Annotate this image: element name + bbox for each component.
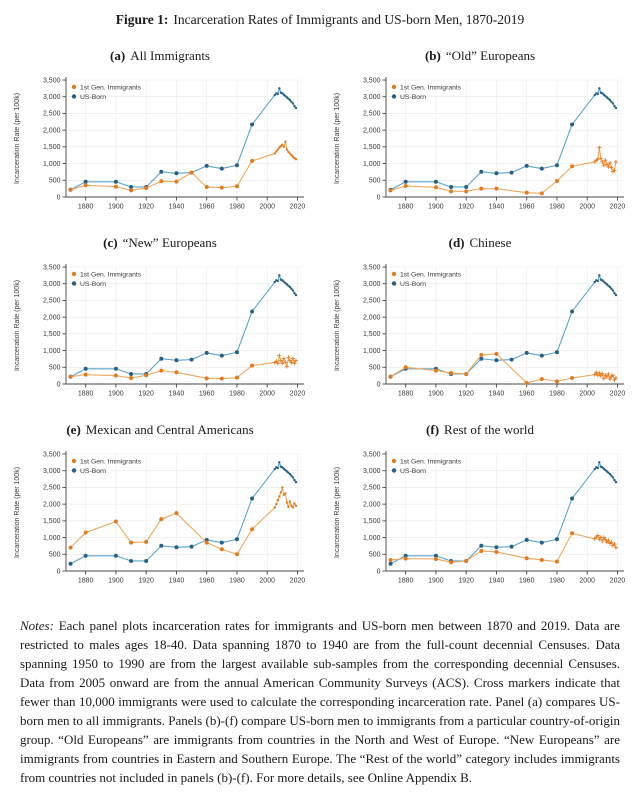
svg-text:Incarceration Rate (per 100k): Incarceration Rate (per 100k) (334, 279, 341, 372)
svg-text:1,000: 1,000 (362, 160, 381, 168)
svg-text:1st Gen. Immigrants: 1st Gen. Immigrants (80, 458, 142, 466)
chart-panel-c (9, 258, 311, 410)
svg-text:1st Gen. Immigrants: 1st Gen. Immigrants (80, 271, 142, 279)
svg-text:US-Born: US-Born (80, 467, 107, 475)
svg-text:2000: 2000 (259, 390, 275, 398)
panel-b-caption (425, 48, 535, 64)
svg-text:2020: 2020 (609, 203, 626, 211)
svg-text:3,000: 3,000 (362, 94, 381, 102)
svg-text:1920: 1920 (458, 390, 474, 398)
chart-panel-e (9, 445, 311, 597)
panel-b (324, 42, 636, 223)
svg-text:3,000: 3,000 (362, 468, 381, 476)
svg-text:2,000: 2,000 (362, 501, 381, 509)
svg-text:0: 0 (376, 194, 381, 202)
svg-text:1920: 1920 (138, 577, 154, 585)
svg-text:1880: 1880 (397, 577, 414, 585)
panel-d-caption-label: (d) (448, 235, 465, 250)
svg-text:US-Born: US-Born (80, 93, 107, 101)
svg-text:500: 500 (368, 551, 381, 559)
panel-a (4, 42, 316, 223)
svg-text:1880: 1880 (77, 577, 94, 585)
svg-text:3,500: 3,500 (362, 451, 381, 459)
svg-text:1940: 1940 (168, 203, 185, 211)
svg-text:2,500: 2,500 (362, 484, 381, 492)
chart-panel-a (9, 71, 311, 223)
svg-text:2000: 2000 (579, 577, 595, 585)
chart-panel-f (329, 445, 631, 597)
svg-text:1st Gen. Immigrants: 1st Gen. Immigrants (400, 271, 462, 279)
svg-text:1,500: 1,500 (42, 331, 61, 339)
svg-text:3,500: 3,500 (42, 264, 61, 272)
svg-text:1920: 1920 (138, 390, 154, 398)
panel-f-caption-label: (f) (426, 422, 440, 437)
figure-panel-grid (0, 42, 640, 597)
svg-text:500: 500 (368, 364, 381, 372)
svg-text:2,000: 2,000 (42, 127, 61, 135)
svg-text:US-Born: US-Born (400, 467, 427, 475)
svg-text:1st Gen. Immigrants: 1st Gen. Immigrants (400, 84, 462, 92)
svg-text:1980: 1980 (549, 577, 565, 585)
svg-text:500: 500 (48, 364, 61, 372)
panel-c-caption-title: “New” Europeans (122, 235, 217, 250)
chart-panel-d (329, 258, 631, 410)
panel-b-caption-label: (b) (424, 48, 441, 63)
svg-text:0: 0 (376, 568, 381, 576)
svg-text:3,500: 3,500 (362, 77, 381, 85)
svg-text:1900: 1900 (108, 577, 124, 585)
svg-text:1880: 1880 (397, 390, 414, 398)
svg-text:1,500: 1,500 (362, 331, 381, 339)
figure-notes-label: Notes: (20, 618, 54, 633)
svg-text:1900: 1900 (108, 203, 124, 211)
svg-text:US-Born: US-Born (400, 280, 427, 288)
svg-text:1980: 1980 (549, 390, 565, 398)
panel-d-caption-title: Chinese (469, 235, 512, 250)
svg-text:2,000: 2,000 (42, 314, 61, 322)
panel-a-caption (110, 48, 210, 64)
svg-text:0: 0 (56, 194, 61, 202)
svg-text:1960: 1960 (518, 577, 535, 585)
figure-title-text: Incarceration Rates of Immigrants and US-born Men, 1870-2019 (173, 12, 525, 27)
figure-notes (20, 617, 620, 788)
svg-text:2020: 2020 (609, 390, 626, 398)
svg-text:1,500: 1,500 (42, 144, 61, 152)
panel-e-caption-title: Mexican and Central Americans (85, 422, 254, 437)
panel-e (4, 416, 316, 597)
svg-text:2020: 2020 (289, 390, 306, 398)
svg-text:1960: 1960 (518, 390, 535, 398)
svg-text:2000: 2000 (579, 203, 595, 211)
svg-text:1880: 1880 (397, 203, 414, 211)
svg-text:0: 0 (56, 381, 61, 389)
svg-text:Incarceration Rate (per 100k): Incarceration Rate (per 100k) (14, 279, 21, 372)
panel-f-caption (426, 422, 534, 438)
svg-text:1,500: 1,500 (42, 518, 61, 526)
svg-text:1940: 1940 (488, 577, 505, 585)
svg-text:1920: 1920 (458, 577, 474, 585)
svg-text:1900: 1900 (428, 390, 444, 398)
figure-title-label: Figure 1: (115, 12, 169, 27)
panel-b-caption-title: “Old” Europeans (445, 48, 536, 63)
figure-title (0, 12, 640, 28)
panel-d-caption (449, 235, 512, 251)
svg-text:3,000: 3,000 (42, 468, 61, 476)
svg-text:2020: 2020 (609, 577, 626, 585)
svg-text:1980: 1980 (229, 203, 245, 211)
svg-text:3,000: 3,000 (362, 281, 381, 289)
svg-text:2020: 2020 (289, 203, 306, 211)
svg-text:500: 500 (48, 551, 61, 559)
svg-text:1,000: 1,000 (42, 160, 61, 168)
svg-text:1900: 1900 (108, 390, 124, 398)
chart-panel-b (329, 71, 631, 223)
svg-text:1960: 1960 (198, 203, 215, 211)
panel-c-caption-label: (c) (103, 235, 118, 250)
svg-text:3,000: 3,000 (42, 281, 61, 289)
svg-text:1920: 1920 (458, 203, 474, 211)
svg-text:2000: 2000 (259, 577, 275, 585)
svg-text:1940: 1940 (168, 390, 185, 398)
svg-text:2,500: 2,500 (42, 484, 61, 492)
panel-c (4, 229, 316, 410)
svg-text:2020: 2020 (289, 577, 306, 585)
svg-text:2,500: 2,500 (362, 110, 381, 118)
svg-text:1980: 1980 (549, 203, 565, 211)
svg-text:0: 0 (376, 381, 381, 389)
svg-text:500: 500 (48, 177, 61, 185)
svg-text:1,000: 1,000 (362, 347, 381, 355)
svg-text:1,000: 1,000 (42, 347, 61, 355)
svg-text:2,500: 2,500 (42, 110, 61, 118)
svg-text:Incarceration Rate (per 100k): Incarceration Rate (per 100k) (14, 92, 21, 185)
svg-text:1880: 1880 (77, 203, 94, 211)
svg-text:Incarceration Rate (per 100k): Incarceration Rate (per 100k) (14, 466, 21, 559)
svg-text:Incarceration Rate (per 100k): Incarceration Rate (per 100k) (334, 466, 341, 559)
svg-text:2,500: 2,500 (42, 297, 61, 305)
svg-text:2000: 2000 (579, 390, 595, 398)
svg-text:1940: 1940 (168, 577, 185, 585)
svg-text:1880: 1880 (77, 390, 94, 398)
svg-text:0: 0 (56, 568, 61, 576)
svg-text:2,000: 2,000 (362, 127, 381, 135)
svg-text:1st Gen. Immigrants: 1st Gen. Immigrants (80, 84, 142, 92)
svg-text:1920: 1920 (138, 203, 154, 211)
svg-text:2,000: 2,000 (362, 314, 381, 322)
svg-text:1,500: 1,500 (362, 518, 381, 526)
panel-f (324, 416, 636, 597)
svg-text:2000: 2000 (259, 203, 275, 211)
svg-text:1,000: 1,000 (42, 534, 61, 542)
panel-a-caption-title: All Immigrants (130, 48, 210, 63)
svg-text:US-Born: US-Born (400, 93, 427, 101)
svg-text:2,500: 2,500 (362, 297, 381, 305)
svg-text:1st Gen. Immigrants: 1st Gen. Immigrants (400, 458, 462, 466)
svg-text:1,000: 1,000 (362, 534, 381, 542)
svg-text:1900: 1900 (428, 577, 444, 585)
panel-a-caption-label: (a) (110, 48, 126, 63)
svg-text:1940: 1940 (488, 203, 505, 211)
svg-text:1980: 1980 (229, 390, 245, 398)
svg-text:US-Born: US-Born (80, 280, 107, 288)
panel-f-caption-title: Rest of the world (444, 422, 534, 437)
figure-notes-body: Each panel plots incarceration rates for immigrants and US-born men between 1870 and 2019. Data are restricted to males ages 18-40. Data spanning 1870 to 1940 are from the full-count decennial Censuses. Data spanning 1950 to 1990 are from the largest available sub-samples from the corresponding decennial Censuses. Data from 2005 onward are from the annual American Community Surveys (ACS). Cross markers indicate that fewer than 10,000 immigrants were used to calculate the corresponding incarceration rate. Panel (a) compares US-born men to all immigrants. Panels (b)-(f) compare US-born men to immigrants from a particular country-of-origin group. “Old Europeans” are immigrants from countries in the North and West of Europe. “New Europeans” are immigrants from countries in Eastern and Southern Europe. The “Rest of the world” category includes immigrants from countries not included in panels (b)-(f). For more details, see Online Appendix B. (20, 618, 621, 785)
svg-text:2,000: 2,000 (42, 501, 61, 509)
panel-d (324, 229, 636, 410)
svg-text:500: 500 (368, 177, 381, 185)
panel-e-caption (66, 422, 253, 438)
svg-text:3,500: 3,500 (362, 264, 381, 272)
svg-text:3,500: 3,500 (42, 77, 61, 85)
svg-text:1980: 1980 (229, 577, 245, 585)
svg-text:1,500: 1,500 (362, 144, 381, 152)
svg-text:1940: 1940 (488, 390, 505, 398)
svg-text:1900: 1900 (428, 203, 444, 211)
svg-text:1960: 1960 (518, 203, 535, 211)
svg-text:1960: 1960 (198, 390, 215, 398)
svg-text:3,000: 3,000 (42, 94, 61, 102)
svg-text:1960: 1960 (198, 577, 215, 585)
panel-c-caption (103, 235, 217, 251)
svg-text:Incarceration Rate (per 100k): Incarceration Rate (per 100k) (334, 92, 341, 185)
svg-text:3,500: 3,500 (42, 451, 61, 459)
panel-e-caption-label: (e) (66, 422, 81, 437)
